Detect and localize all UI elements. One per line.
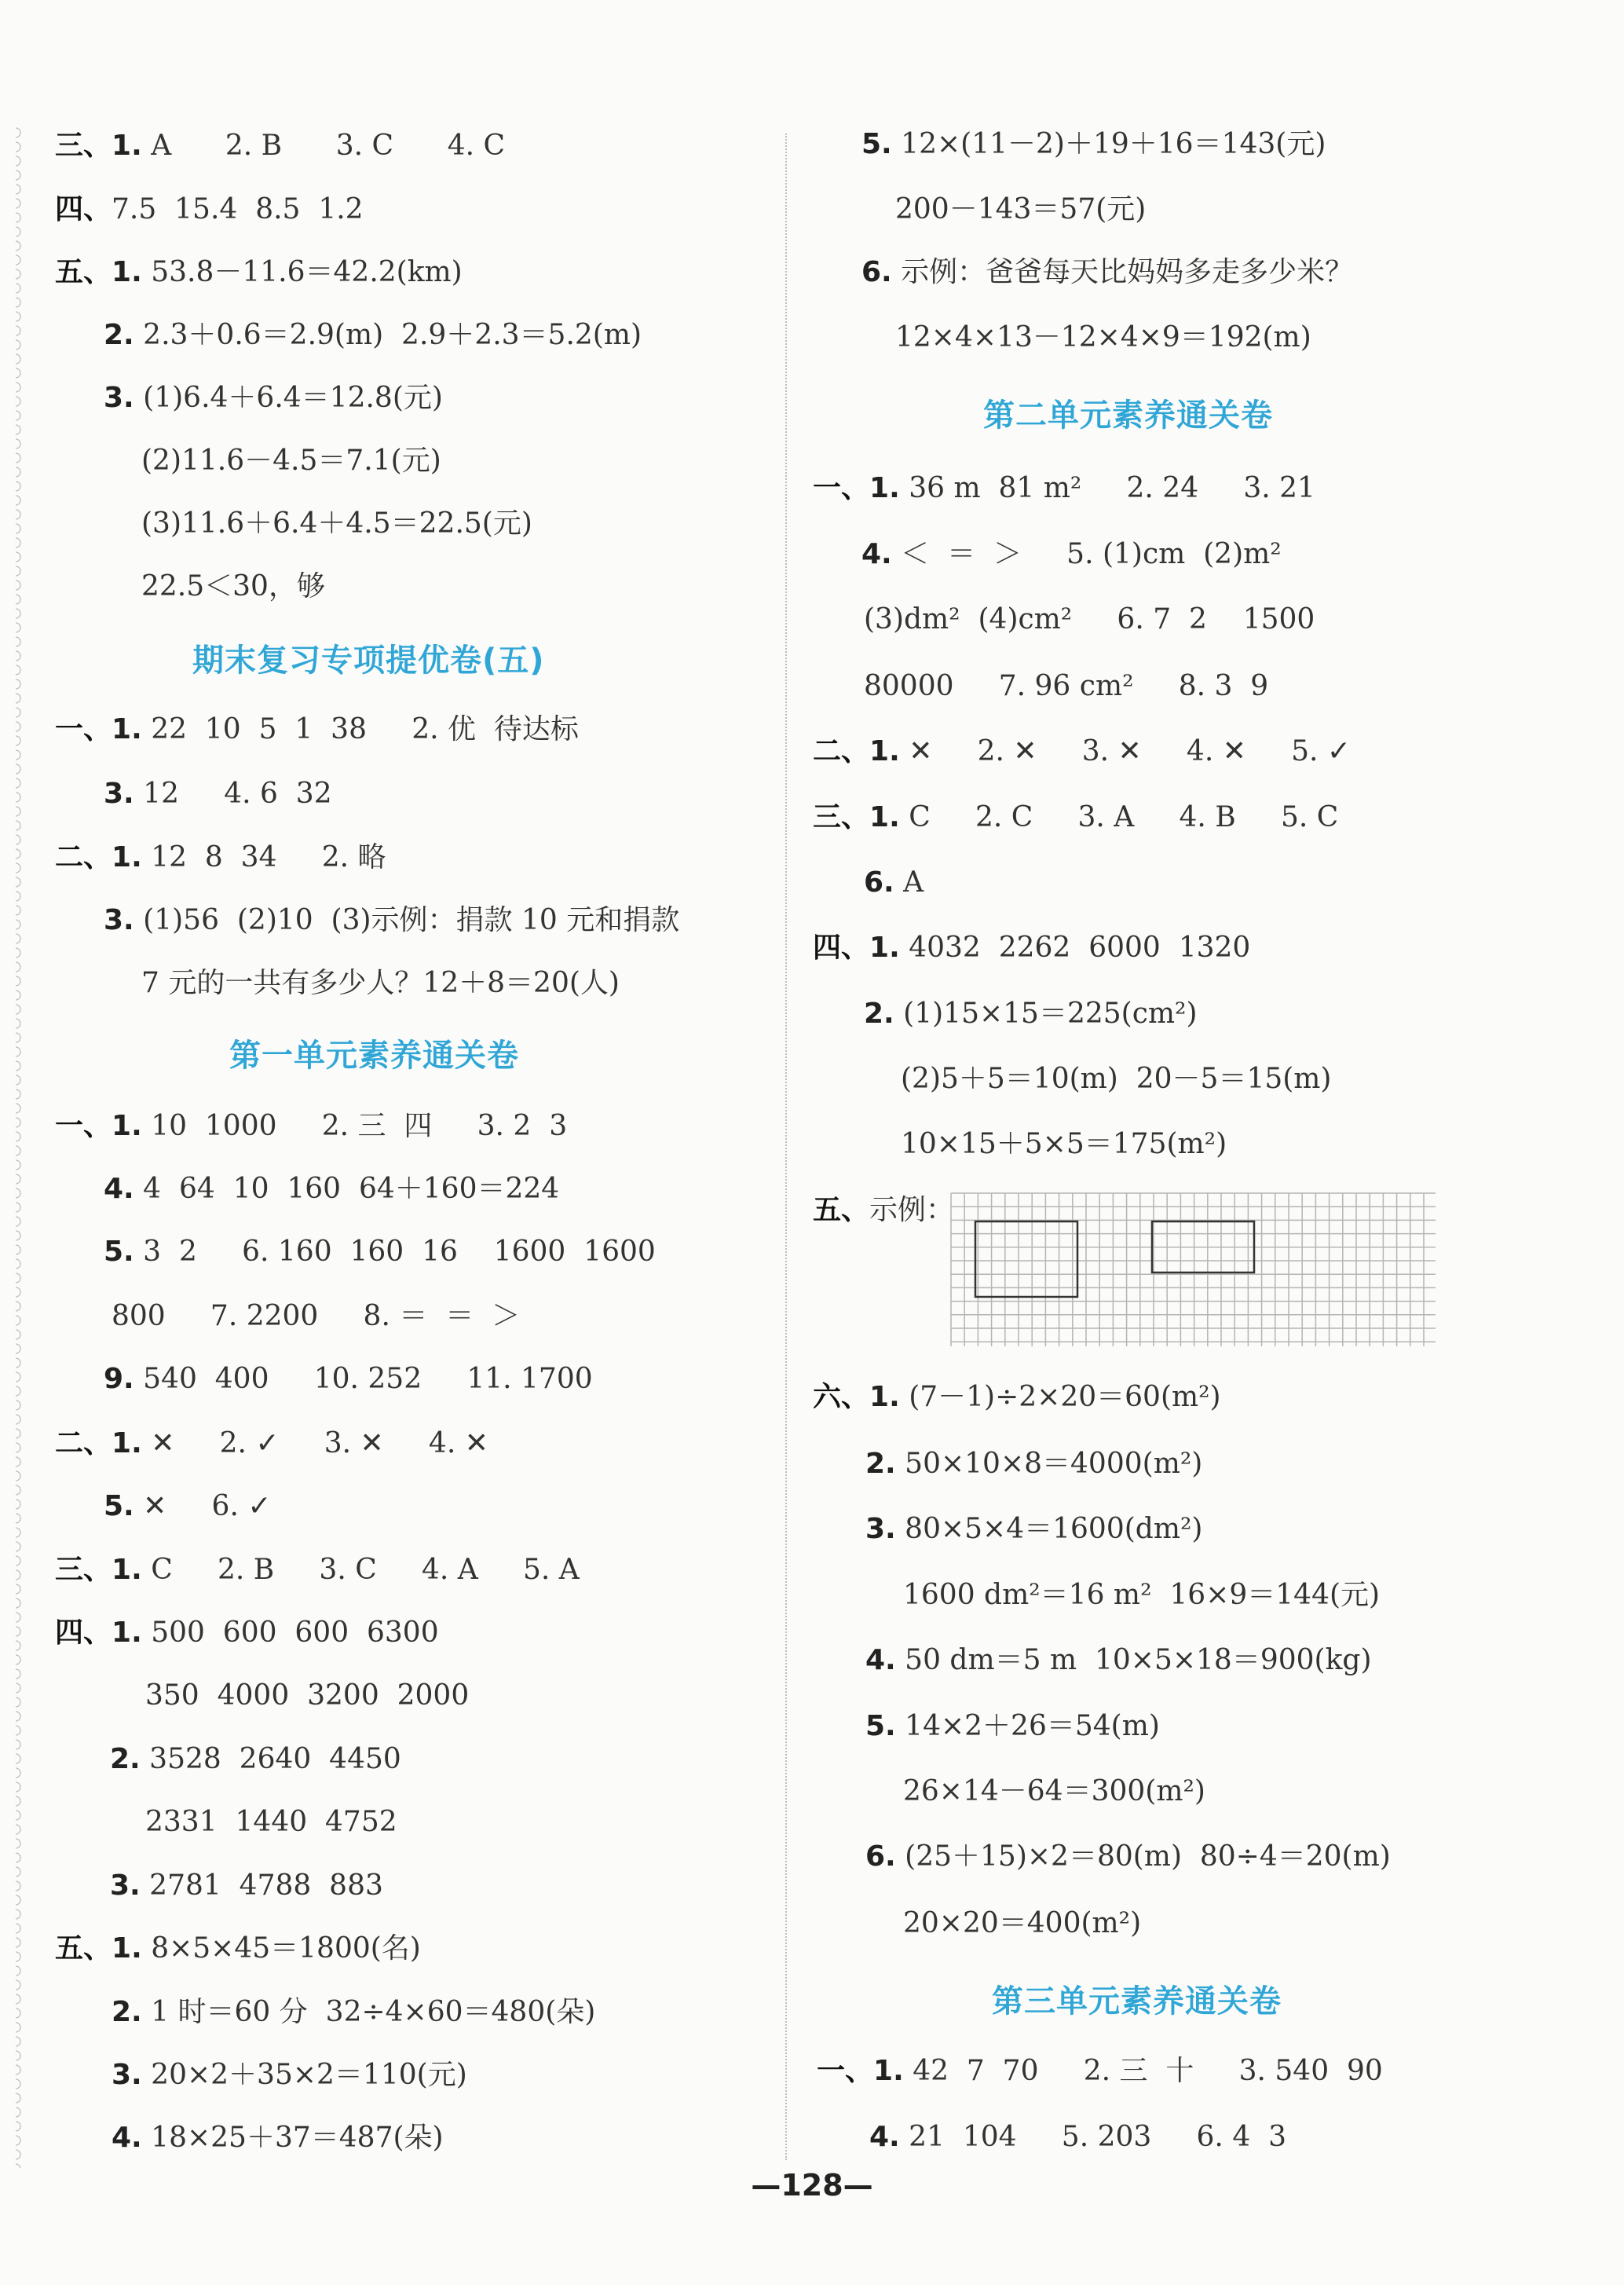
answer-line: 80000 7. 96 cm² 8. 3 9	[864, 670, 1269, 702]
answer-line: 二、1. ✕ 2. ✕ 3. ✕ 4. ✕ 5. ✓	[813, 735, 1352, 767]
answer-line: 4. ＜ ＝ ＞ 5. (1)cm (2)m²	[861, 538, 1282, 570]
answer-line: 五、示例：	[813, 1194, 955, 1226]
answer-line: 5. 12×(11－2)＋19＋16＝143(元)	[861, 128, 1326, 160]
answer-line: (2)5＋5＝10(m) 20－5＝15(m)	[901, 1063, 1332, 1095]
answer-line: 三、1. C 2. B 3. C 4. A 5. A	[55, 1554, 580, 1586]
answer-line: 一、1. 42 7 70 2. 三 十 3. 540 90	[817, 2055, 1383, 2087]
answer-line: 4. 18×25＋37＝487(朵)	[112, 2122, 444, 2154]
answer-line: 四、1. 4032 2262 6000 1320	[813, 932, 1251, 964]
answer-line: 3. 80×5×4＝1600(dm²)	[865, 1513, 1203, 1545]
answer-line: 6. 示例：爸爸每天比妈妈多走多少米？	[861, 256, 1354, 288]
answer-line: 2. 3528 2640 4450	[110, 1743, 401, 1775]
binding-edge-decoration	[16, 126, 27, 2168]
answer-line: 一、1. 36 m 81 m² 2. 24 3. 21	[813, 472, 1315, 504]
answer-line: 4. 21 104 5. 203 6. 4 3	[869, 2121, 1287, 2153]
answer-line: 26×14－64＝300(m²)	[903, 1775, 1205, 1807]
answer-line: 3. (1)56 (2)10 (3)示例：捐款 10 元和捐款	[104, 904, 680, 936]
answer-line: 800 7. 2200 8. ＝ ＝ ＞	[112, 1300, 521, 1332]
answer-line: 200－143＝57(元)	[895, 193, 1147, 225]
answer-line: 12×4×13－12×4×9＝192(m)	[895, 321, 1311, 353]
answer-line: 6. (25＋15)×2＝80(m) 80÷4＝20(m)	[865, 1840, 1391, 1873]
answer-line: 10×15＋5×5＝175(m²)	[901, 1128, 1227, 1160]
answer-line: 9. 540 400 10. 252 11. 1700	[104, 1363, 593, 1395]
answer-line: (2)11.6－4.5＝7.1(元)	[141, 445, 441, 477]
answer-line: 2. 1 时＝60 分 32÷4×60＝480(朵)	[112, 1996, 596, 2028]
answer-line: 4. 50 dm＝5 m 10×5×18＝900(kg)	[865, 1644, 1372, 1676]
section-heading: 期末复习专项提优卷(五)	[192, 643, 545, 679]
answer-line: 四、7.5 15.4 8.5 1.2	[55, 193, 364, 225]
answer-line: (3)11.6＋6.4＋4.5＝22.5(元)	[141, 507, 532, 540]
answer-line: 5. ✕ 6. ✓	[104, 1490, 272, 1522]
answer-line: 22.5＜30，够	[141, 570, 325, 602]
rectangle-shape-1	[975, 1221, 1077, 1297]
answer-line: 三、1. C 2. C 3. A 4. B 5. C	[813, 801, 1339, 833]
answer-line: 2. 2.3＋0.6＝2.9(m) 2.9＋2.3＝5.2(m)	[104, 319, 642, 351]
grid-diagram	[950, 1192, 1437, 1349]
answer-line: 2. (1)15×15＝225(cm²)	[864, 998, 1198, 1030]
answer-line: 5. 14×2＋26＝54(m)	[865, 1710, 1160, 1742]
answer-line: 7 元的一共有多少人？12＋8＝20(人)	[141, 967, 620, 999]
answer-line: 4. 4 64 10 160 64＋160＝224	[104, 1173, 560, 1205]
section-heading: 第一单元素养通关卷	[229, 1038, 519, 1074]
answer-line: 二、1. 12 8 34 2. 略	[55, 841, 386, 873]
answer-line: 五、1. 8×5×45＝1800(名)	[55, 1932, 421, 1965]
answer-line: 一、1. 22 10 5 1 38 2. 优 待达标	[55, 713, 579, 745]
answer-line: 四、1. 500 600 600 6300	[55, 1617, 439, 1649]
answer-line: 3. 2781 4788 883	[110, 1869, 383, 1902]
answer-line: 3. 12 4. 6 32	[104, 778, 332, 810]
answer-line: 2331 1440 4752	[145, 1806, 397, 1838]
answer-line: 1600 dm²＝16 m² 16×9＝144(元)	[903, 1579, 1381, 1611]
answer-line: 三、1. A 2. B 3. C 4. C	[55, 130, 506, 162]
answer-line: 一、1. 10 1000 2. 三 四 3. 2 3	[55, 1110, 568, 1142]
answer-line: 二、1. ✕ 2. ✓ 3. ✕ 4. ✕	[55, 1427, 488, 1459]
answer-line: 六、1. (7－1)÷2×20＝60(m²)	[813, 1381, 1221, 1413]
answer-line: 3. (1)6.4＋6.4＝12.8(元)	[104, 382, 443, 414]
column-divider	[785, 134, 787, 2160]
page-number: —128—	[751, 2168, 873, 2203]
answer-line: 350 4000 3200 2000	[145, 1679, 470, 1712]
section-heading: 第二单元素养通关卷	[983, 397, 1273, 434]
answer-line: 5. 3 2 6. 160 160 16 1600 1600	[104, 1236, 656, 1268]
answer-line: (3)dm² (4)cm² 6. 7 2 1500	[864, 603, 1315, 635]
answer-line: 3. 20×2＋35×2＝110(元)	[112, 2059, 467, 2091]
answer-line: 2. 50×10×8＝4000(m²)	[865, 1448, 1203, 1480]
answer-line: 20×20＝400(m²)	[903, 1907, 1142, 1939]
answer-line: 五、1. 53.8－11.6＝42.2(km)	[55, 256, 463, 288]
grid-svg	[950, 1192, 1437, 1349]
section-heading: 第三单元素养通关卷	[992, 1983, 1282, 2020]
answer-line: 6. A	[864, 866, 924, 899]
